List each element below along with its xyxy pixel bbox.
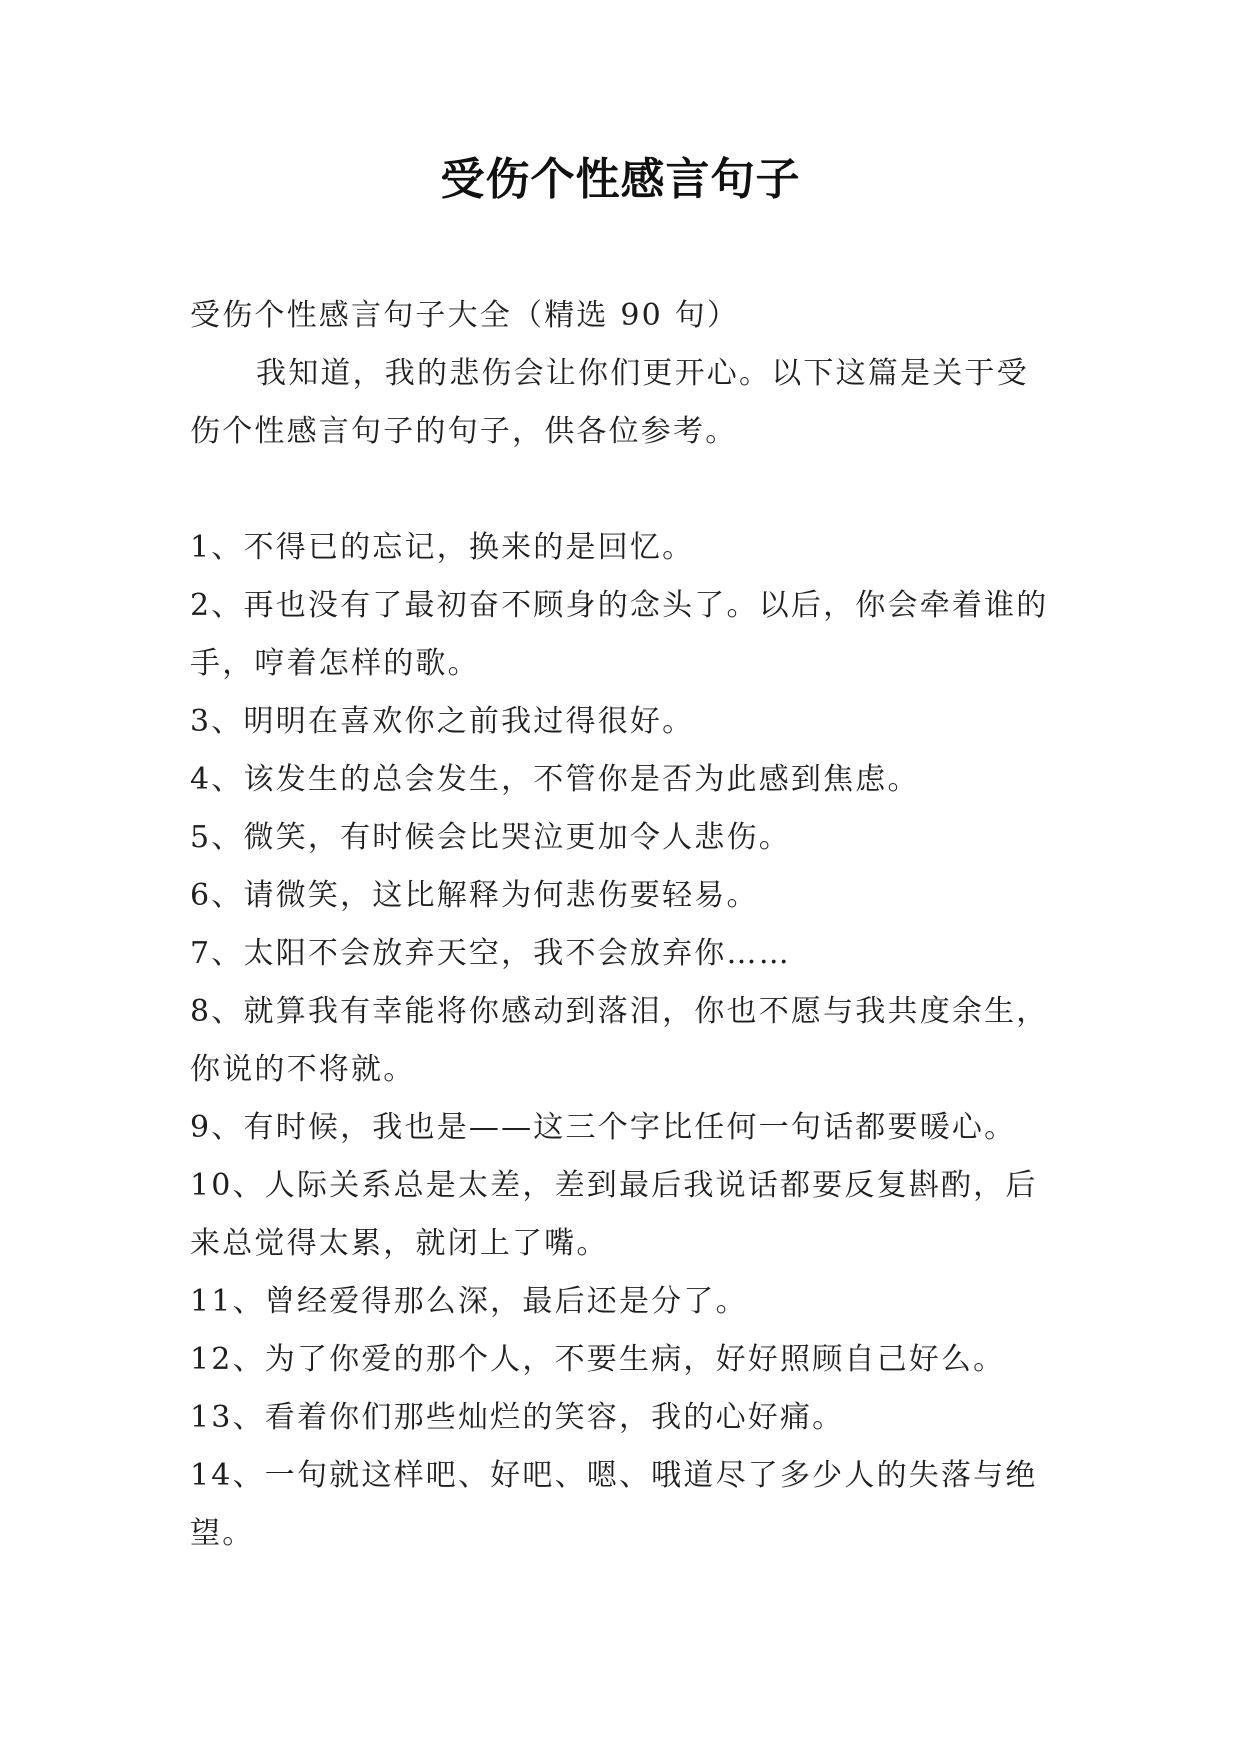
sentence-list xyxy=(190,519,1060,1563)
list-item xyxy=(190,983,1060,1099)
item-number: 4、 xyxy=(190,762,244,797)
item-text: 微笑，有时候会比哭泣更加令人悲伤。 xyxy=(243,820,791,855)
item-number: 10、 xyxy=(190,1168,265,1203)
list-item xyxy=(190,809,1060,867)
item-number: 7、 xyxy=(190,936,244,971)
item-number: 2、 xyxy=(190,588,244,623)
list-item xyxy=(190,751,1060,809)
list-item xyxy=(190,1331,1060,1389)
item-text: 再也没有了最初奋不顾身的念头了。以后，你会牵着谁的手，哼着怎样的歌。 xyxy=(190,588,1049,681)
list-item xyxy=(190,1447,1060,1563)
item-number: 1、 xyxy=(190,530,244,565)
item-number: 13、 xyxy=(190,1400,265,1435)
list-item xyxy=(190,867,1060,925)
item-number: 8、 xyxy=(190,994,244,1029)
list-item xyxy=(190,925,1060,983)
list-item xyxy=(190,1273,1060,1331)
document-title: 受伤个性感言句子 xyxy=(440,154,801,205)
item-number: 5、 xyxy=(190,820,244,855)
item-text: 太阳不会放弃天空，我不会放弃你…… xyxy=(243,936,791,971)
document-subtitle: 受伤个性感言句子大全（精选 90 句） xyxy=(190,298,740,333)
item-text: 曾经爱得那么深，最后还是分了。 xyxy=(264,1284,748,1319)
item-number: 12、 xyxy=(190,1342,265,1377)
item-text: 一句就这样吧、好吧、嗯、哦道尽了多少人的失落与绝望。 xyxy=(190,1458,1038,1551)
item-text: 明明在喜欢你之前我过得很好。 xyxy=(243,704,695,739)
item-text: 请微笑，这比解释为何悲伤要轻易。 xyxy=(243,878,759,913)
item-number: 6、 xyxy=(190,878,244,913)
intro-paragraph: 我知道，我的悲伤会让你们更开心。以下这篇是关于受伤个性感言句子的句子，供各位参考。 xyxy=(190,356,1029,449)
list-item xyxy=(190,1157,1060,1273)
document-body xyxy=(190,287,1060,1563)
item-text: 为了你爱的那个人，不要生病，好好照顾自己好么。 xyxy=(264,1342,1006,1377)
list-item xyxy=(190,519,1060,577)
list-item xyxy=(190,693,1060,751)
item-number: 14、 xyxy=(190,1458,265,1493)
item-number: 3、 xyxy=(190,704,244,739)
item-text: 有时候，我也是——这三个字比任何一句话都要暖心。 xyxy=(243,1110,1017,1145)
item-number: 11、 xyxy=(190,1284,265,1319)
list-item xyxy=(190,1389,1060,1447)
item-text: 看着你们那些灿烂的笑容，我的心好痛。 xyxy=(264,1400,845,1435)
item-text: 人际关系总是太差，差到最后我说话都要反复斟酌，后来总觉得太累，就闭上了嘴。 xyxy=(190,1168,1038,1261)
item-text: 不得已的忘记，换来的是回忆。 xyxy=(243,530,695,565)
item-number: 9、 xyxy=(190,1110,244,1145)
item-text: 该发生的总会发生，不管你是否为此感到焦虑。 xyxy=(243,762,920,797)
list-item xyxy=(190,577,1060,693)
item-text: 就算我有幸能将你感动到落泪，你也不愿与我共度余生，你说的不将就。 xyxy=(190,994,1049,1087)
list-item xyxy=(190,1099,1060,1157)
